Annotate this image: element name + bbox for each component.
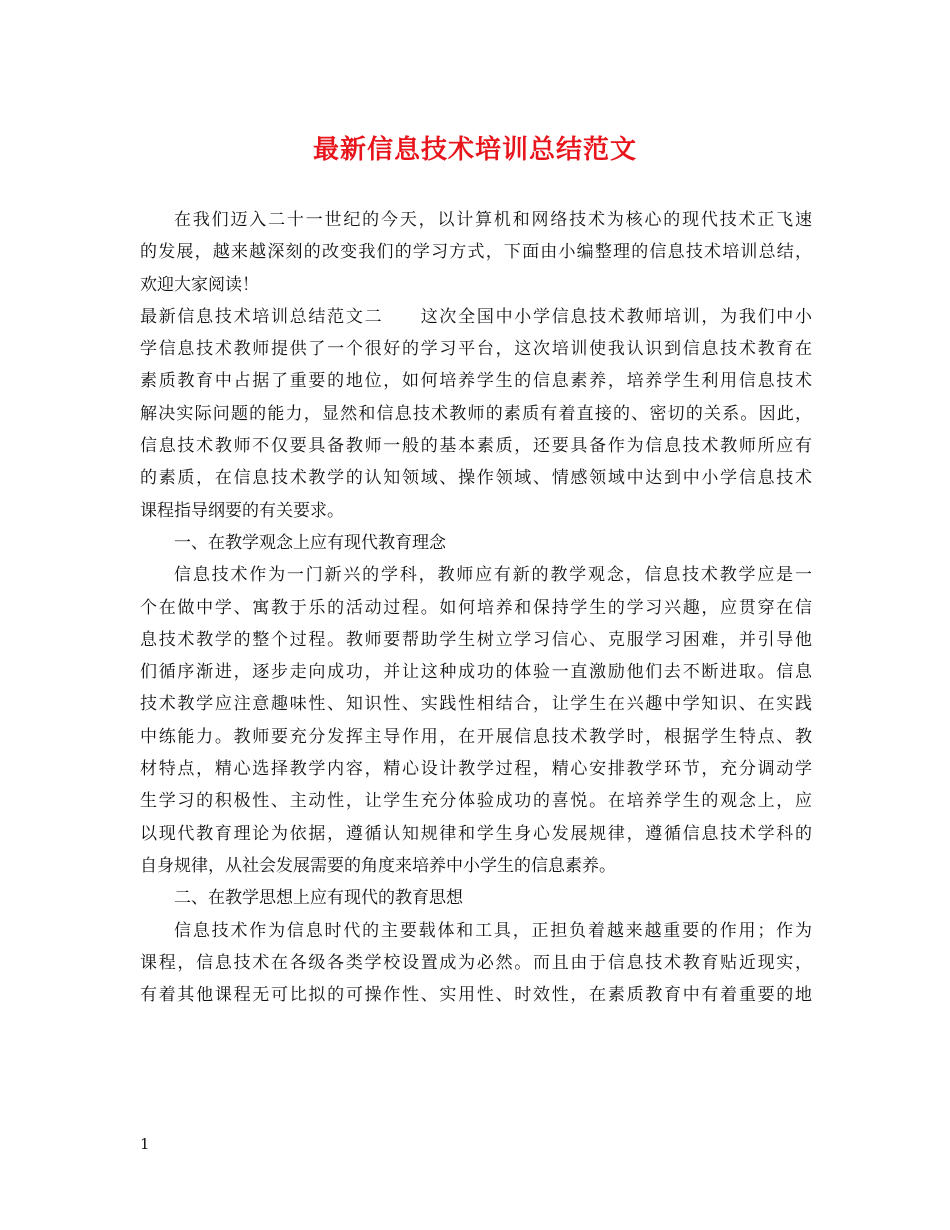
- body-text-line: 信息技术作为一门新兴的学科，教师应有新的教学观念，信息技术教学应是一: [174, 565, 812, 586]
- body-text-line: 在我们迈入二十一世纪的今天，以计算机和网络技术为核心的现代技术正飞速: [174, 210, 812, 230]
- body-text-line: 解决实际问题的能力，显然和信息技术教师的素质有着直接的、密切的关系。因此，: [140, 403, 812, 424]
- body-text-line: 学信息技术教师提供了一个很好的学习平台，这次培训使我认识到信息技术教育在: [140, 339, 812, 360]
- body-text-line: 最新信息技术培训总结范文二 这次全国中小学信息技术教师培训，为我们中小: [140, 306, 812, 327]
- document-body: [140, 204, 812, 1011]
- body-text-line: 的素质，在信息技术教学的认知领域、操作领域、情感领域中达到中小学信息技术: [140, 468, 812, 489]
- document-title: 最新信息技术培训总结范文: [312, 135, 637, 165]
- body-text-line: 一、在教学观念上应有现代教育理念: [174, 532, 446, 553]
- body-text-line: 中练能力。教师要充分发挥主导作用，在开展信息技术教学时，根据学生特点、教: [140, 726, 812, 747]
- page-number: 1: [140, 1135, 150, 1153]
- body-text-line: 个在做中学、寓教于乐的活动过程。如何培养和保持学生的学习兴趣，应贯穿在信: [140, 597, 812, 618]
- body-text-line: 信息技术教师不仅要具备教师一般的基本素质，还要具备作为信息技术教师所应有: [140, 436, 812, 457]
- body-text-line: 以现代教育理论为依据，遵循认知规律和学生身心发展规律，遵循信息技术学科的: [140, 823, 812, 844]
- body-text-line: 材特点，精心选择教学内容，精心设计教学过程，精心安排教学环节，充分调动学: [140, 759, 812, 780]
- body-text-line: 信息技术作为信息时代的主要载体和工具，正担负着越来越重要的作用；作为: [174, 920, 812, 941]
- body-text-line: 息技术教学的整个过程。教师要帮助学生树立学习信心、克服学习困难，并引导他: [140, 629, 812, 650]
- body-text-line: 有着其他课程无可比拟的可操作性、实用性、时效性，在素质教育中有着重要的地: [140, 985, 812, 1006]
- body-text-line: 课程，信息技术在各级各类学校设置成为必然。而且由于信息技术教育贴近现实，: [140, 952, 812, 973]
- body-text-line: 们循序渐进，逐步走向成功，并让这种成功的体验一直激励他们去不断进取。信息: [140, 662, 812, 683]
- body-text-line: 二、在教学思想上应有现代的教育思想: [174, 888, 463, 909]
- body-text-line: 的发展，越来越深刻的改变我们的学习方式，下面由小编整理的信息技术培训总结，: [140, 242, 812, 263]
- body-text-line: 自身规律，从社会发展需要的角度来培养中小学生的信息素养。: [140, 855, 616, 876]
- body-text-line: 技术教学应注意趣味性、知识性、实践性相结合，让学生在兴趣中学知识、在实践: [140, 694, 812, 715]
- body-text-line: 欢迎大家阅读！: [140, 274, 259, 295]
- body-text-line: 素质教育中占据了重要的地位，如何培养学生的信息素养，培养学生利用信息技术: [140, 371, 812, 392]
- body-text-line: 课程指导纲要的有关要求。: [140, 500, 344, 521]
- body-text-line: 生学习的积极性、主动性，让学生充分体验成功的喜悦。在培养学生的观念上，应: [140, 791, 812, 812]
